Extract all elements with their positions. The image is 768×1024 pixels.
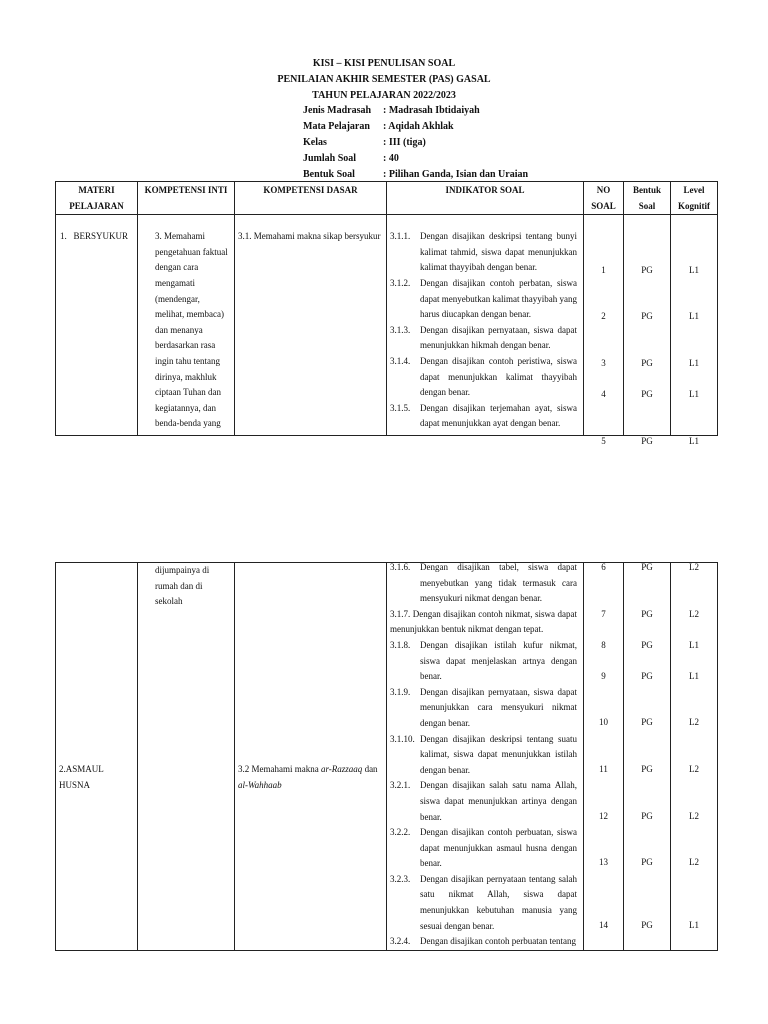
indikator-item: 3.1.1. Dengan disajikan deskripsi tentang bunyi kalimat tahmid, siswa dapat menunjukkan kalimat thayyibah dengan benar.: [390, 231, 577, 273]
table-header-row: [56, 182, 718, 215]
indikator-item: 3.1.8. Dengan disajikan istilah kufur nikmat, siswa dapat menjelaskan artnya dengan benar.: [390, 639, 577, 682]
col-materi: MATERI PELAJARAN: [56, 182, 138, 215]
no-soal: 14: [599, 920, 608, 930]
no-soal: 4: [601, 389, 606, 400]
level-kognitif: L1: [689, 358, 699, 369]
materi-cell: 1. BERSYUKUR: [56, 215, 138, 436]
bentuk-soal: PG: [641, 920, 653, 930]
indikator-item: 3.1.2. Dengan disajikan contoh perbatan, siswa dapat menyebutkan kalimat thayyibah yang harus diucapkan dengan benar.: [390, 277, 577, 320]
ki-cell: dijumpainya di rumah dan di sekolah: [138, 563, 235, 951]
bentuk-soal-cell: [624, 563, 671, 951]
no-soal: 10: [599, 717, 608, 727]
no-soal: 11: [599, 764, 608, 774]
table-row: [56, 563, 718, 951]
kd-3-2: 3.2 Memahami makna ar-Razzaaq dan al-Wahhaab: [238, 764, 378, 790]
kisi-table-page1: [55, 181, 718, 447]
no-soal: 3: [601, 358, 606, 369]
indikator-item: 3.1.6. Dengan disajikan tabel, siswa dapat menyebutkan yang tidak termasuk cara mensyukuri nikmat dengan benar.: [390, 562, 577, 604]
level-kognitif: L2: [689, 609, 699, 619]
materi-cell: [56, 563, 138, 951]
no-soal: 1: [601, 265, 606, 276]
bentuk-soal: PG: [641, 265, 653, 276]
no-soal: 6: [601, 562, 606, 572]
col-indikator: INDIKATOR SOAL: [387, 182, 584, 215]
meta-row: Jumlah Soal : 40: [303, 153, 399, 164]
level-kognitif: L2: [689, 717, 699, 727]
document-header: [0, 56, 768, 104]
bentuk-soal: PG: [641, 811, 653, 821]
level-cell: [671, 215, 718, 447]
bentuk-soal: PG: [641, 640, 653, 650]
level-kognitif: L1: [689, 920, 699, 930]
indikator-item: 3.2.2. Dengan disajikan contoh perbuatan, siswa dapat menunjukkan asmaul husna dengan benar.: [390, 827, 577, 869]
bentuk-soal: PG: [641, 389, 653, 400]
bentuk-soal: PG: [641, 609, 653, 619]
indikator-item: 3.1.4. Dengan disajikan contoh peristiwa, siswa dapat menunjukkan kalimat thayyibah dengan benar.: [390, 355, 577, 398]
col-bentuk: Bentuk Soal: [624, 182, 671, 215]
meta-row: Jenis Madrasah : Madrasah Ibtidaiyah: [303, 105, 480, 116]
no-soal: 2: [601, 311, 606, 322]
col-level: Level Kognitif: [671, 182, 718, 215]
no-soal-cell: [584, 215, 624, 447]
indikator-cell: [387, 563, 584, 951]
meta-row: Mata Pelajaran : Aqidah Akhlak: [303, 121, 454, 132]
kd-cell: [235, 563, 387, 951]
no-soal-cell: [584, 563, 624, 951]
doc-subtitle: PENILAIAN AKHIR SEMESTER (PAS) GASAL: [277, 74, 491, 85]
no-soal: 9: [601, 671, 606, 681]
level-kognitif: L1: [689, 311, 699, 322]
doc-year: TAHUN PELAJARAN 2022/2023: [312, 90, 456, 101]
level-cell: [671, 563, 718, 951]
bentuk-soal: PG: [641, 311, 653, 322]
level-kognitif: L1: [689, 640, 699, 650]
bentuk-soal-cell: [624, 215, 671, 447]
meta-row: Kelas : III (tiga): [303, 137, 426, 148]
level-kognitif: L2: [689, 562, 699, 572]
bentuk-soal: PG: [641, 562, 653, 572]
no-soal: 7: [601, 609, 606, 619]
level-kognitif: L2: [689, 764, 699, 774]
level-kognitif: L1: [689, 389, 699, 400]
bentuk-soal: PG: [641, 436, 653, 447]
no-soal: 13: [599, 857, 608, 867]
level-kognitif: L1: [689, 671, 699, 681]
meta-row: Bentuk Soal : Pilihan Ganda, Isian dan Uraian: [303, 169, 529, 180]
bentuk-soal: PG: [641, 857, 653, 867]
level-kognitif: L2: [689, 857, 699, 867]
doc-title: KISI – KISI PENULISAN SOAL: [312, 58, 456, 69]
ki-cell: 3. Memahami pengetahuan faktual dengan cara mengamati (mendengar, melihat, membaca) dan menanya berdasarkan rasa ingin tahu tentang dirinya, makhluk ciptaan Tuhan dan kegiatannya, dan benda-benda yang: [138, 215, 235, 436]
bentuk-soal: PG: [641, 717, 653, 727]
meta-info: [303, 103, 528, 183]
indikator-item: 3.2.1. Dengan disajikan salah satu nama Allah, siswa dapat menunjukkan artinya dengan benar.: [390, 780, 577, 822]
level-kognitif: L1: [689, 436, 699, 447]
indikator-item: 3.2.3. Dengan disajikan pernyataan tentang salah satu nikmat Allah, siswa dapat menunjukkan kebutuhan manusia yang sesuai dengan benar.: [390, 873, 577, 931]
kd-cell: 3.1. Memahami makna sikap bersyukur: [235, 215, 387, 436]
kisi-table-page2: [55, 562, 718, 951]
indikator-item: 3.1.7. Dengan disajikan contoh nikmat, siswa dapat menunjukkan bentuk nikmat dengan tepat.: [390, 608, 578, 635]
indikator-item: 3.2.4. Dengan disajikan contoh perbuatan tentang: [390, 936, 576, 947]
no-soal: 5: [601, 436, 606, 447]
col-ki: KOMPETENSI INTI: [138, 182, 235, 215]
level-kognitif: L2: [689, 811, 699, 821]
col-kd: KOMPETENSI DASAR: [235, 182, 387, 215]
bentuk-soal: PG: [641, 764, 653, 774]
indikator-item: 3.1.3. Dengan disajikan pernyataan, siswa dapat menunjukkan hikmah dengan benar.: [390, 324, 577, 351]
indikator-cell: [387, 215, 584, 436]
indikator-item: 3.1.10. Dengan disajikan deskripsi tentang suatu kalimat, siswa dapat menunjukkan istilah dengan benar.: [390, 733, 577, 775]
bentuk-soal: PG: [641, 358, 653, 369]
bentuk-soal: PG: [641, 671, 653, 681]
indikator-item: 3.1.9. Dengan disajikan pernyataan, siswa dapat menunjukkan cara mensyukuri nikmat dengan benar.: [390, 686, 577, 728]
table-row: [56, 215, 718, 436]
level-kognitif: L1: [689, 265, 699, 276]
no-soal: 8: [601, 640, 606, 650]
col-no: NO SOAL: [584, 182, 624, 215]
indikator-item: 3.1.5. Dengan disajikan terjemahan ayat, siswa dapat menunjukkan ayat dengan benar.: [390, 402, 577, 429]
materi-asmaul-husna: 2.ASMAUL HUSNA: [59, 764, 104, 790]
no-soal: 12: [599, 811, 608, 821]
